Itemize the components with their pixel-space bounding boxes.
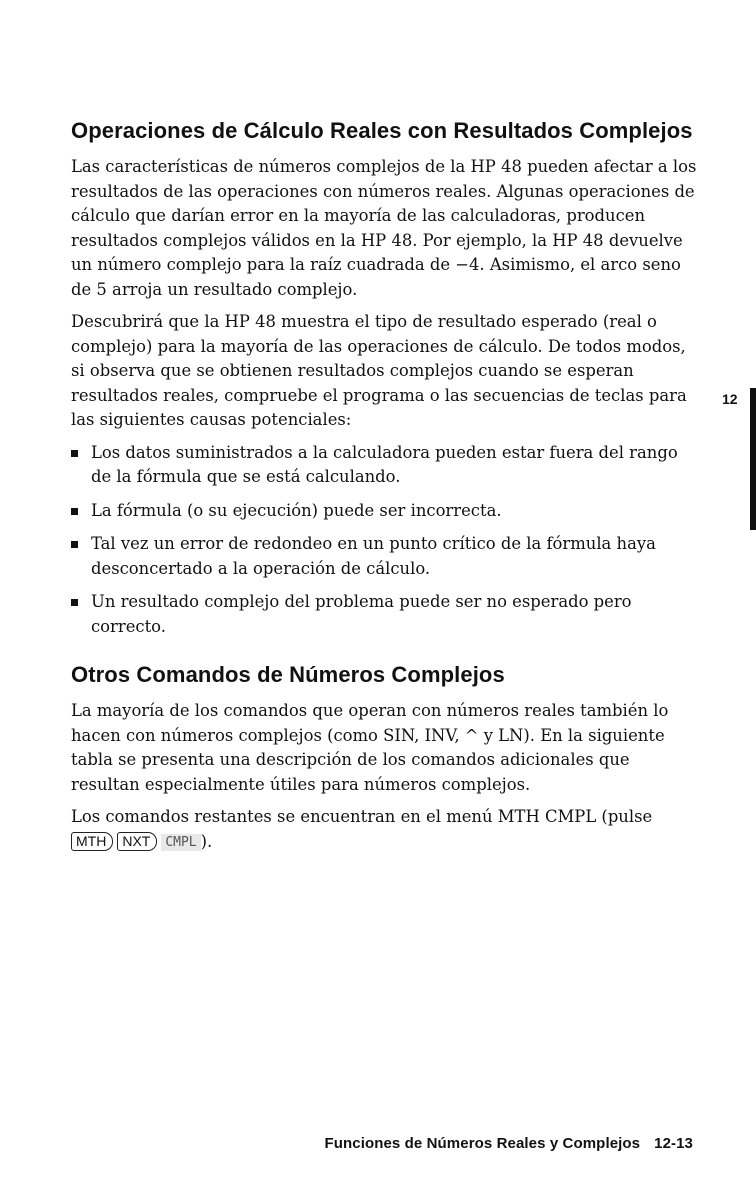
footer-title: Funciones de Números Reales y Complejos <box>324 1135 641 1152</box>
nxt-key: NXT <box>117 832 157 851</box>
bullet-icon <box>71 599 78 606</box>
bullet-icon <box>71 508 78 515</box>
page-number: 12-13 <box>654 1135 693 1152</box>
list-item <box>71 499 701 524</box>
paragraph-intro: Las características de números complejos de la HP 48 pueden afectar a los resultados de las operaciones con números reales. Algunas operaciones de cálculo que darían error en la mayoría de las calculadoras, producen resultados complejos válidos en la HP 48. Por ejemplo, la HP 48 devuelve un número complejo para la raíz cuadrada de −4. Asimismo, el arco seno de 5 arroja un resultado complejo. <box>71 157 697 299</box>
section-heading-other-commands: Otros Comandos de Números Complejos <box>71 662 505 687</box>
list-item <box>71 590 701 639</box>
list-item-text: Los datos suministrados a la calculadora pueden estar fuera del rango de la fórmula que se está calculando. <box>91 442 678 486</box>
paragraph-menu <box>71 805 701 854</box>
list-item-text: Tal vez un error de redondeo en un punto crítico de la fórmula haya desconcertado a la operación de cálculo. <box>91 534 656 578</box>
section-heading-real-complex: Operaciones de Cálculo Reales con Resultados Complejos <box>71 118 693 143</box>
list-item <box>71 532 701 581</box>
chapter-number: 12 <box>722 391 738 407</box>
menu-text-end: ). <box>200 831 213 851</box>
bullet-icon <box>71 541 78 548</box>
paragraph-causes: Descubrirá que la HP 48 muestra el tipo de resultado esperado (real o complejo) para la mayoría de las operaciones de cálculo. De todos modos, si observa que se obtienen resultados complejos cuando se esperan resultados reales, compruebe el programa o las secuencias de teclas para las siguientes causas potenciales: <box>71 312 687 429</box>
paragraph-commands: La mayoría de los comandos que operan con números reales también lo hacen con números complejos (como SIN, INV, ^ y LN). En la siguiente tabla se presenta una descripción de los comandos adicionales que resultan especialmente útiles para números complejos. <box>71 701 669 794</box>
bullet-icon <box>71 450 78 457</box>
page-content <box>71 116 701 862</box>
section-spacer <box>71 648 701 660</box>
page-footer <box>324 1135 693 1152</box>
list-item-text: La fórmula (o su ejecución) puede ser incorrecta. <box>91 500 502 520</box>
list-item-text: Un resultado complejo del problema puede ser no esperado pero correcto. <box>91 592 632 636</box>
mth-key: MTH <box>71 832 113 851</box>
menu-text: Los comandos restantes se encuentran en el menú MTH CMPL (pulse <box>71 807 653 826</box>
cmpl-softkey: CMPL <box>161 834 200 851</box>
chapter-thumb-tab <box>750 388 756 530</box>
causes-list <box>71 441 701 640</box>
list-item <box>71 441 701 490</box>
